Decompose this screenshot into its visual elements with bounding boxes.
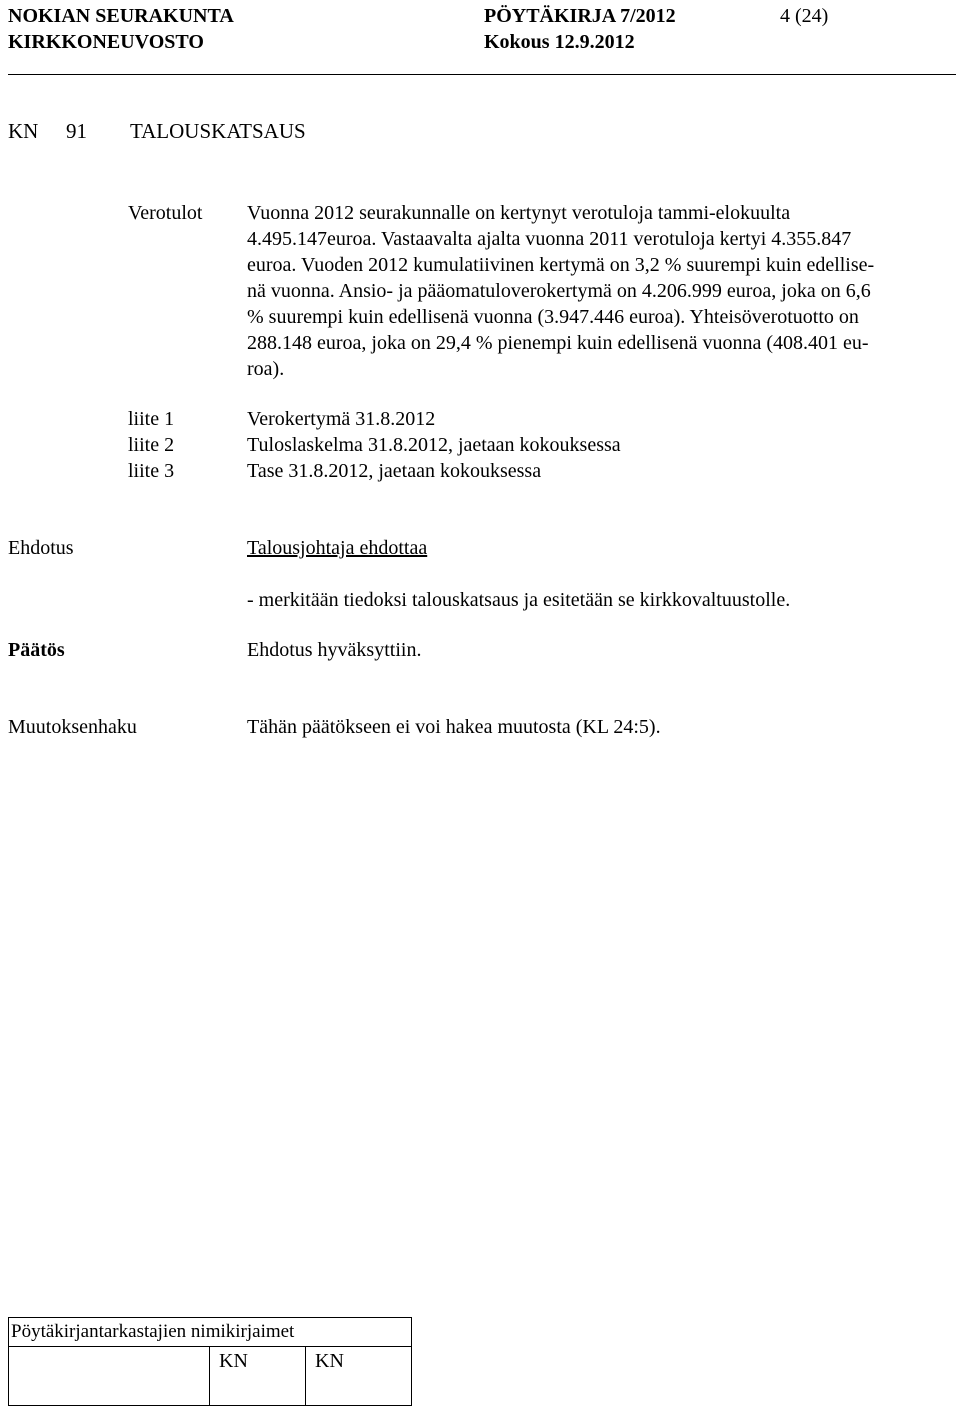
- paragraph-line: roa).: [247, 358, 285, 380]
- attachment-label: liite 3: [128, 460, 175, 482]
- section-number: 91: [66, 119, 87, 143]
- proposer-heading: Talousjohtaja ehdottaa: [247, 537, 428, 559]
- proposal-text: - merkitään tiedoksi talouskatsaus ja esitetään se kirkkovaltuustolle.: [247, 589, 791, 611]
- appeal-text: Tähän päätökseen ei voi hakea muutosta (KL 24:5).: [247, 716, 661, 738]
- header-rule: [8, 74, 956, 75]
- paragraph-line: nä vuonna. Ansio- ja pääomatuloverokertymä on 4.206.999 euroa, joka on 6,6: [247, 280, 871, 302]
- body-name: KIRKKONEUVOSTO: [8, 31, 204, 53]
- document-number: PÖYTÄKIRJA 7/2012: [484, 5, 676, 27]
- paragraph-line: euroa. Vuoden 2012 kumulatiivinen kertymä on 3,2 % suurempi kuin edellise-: [247, 254, 875, 276]
- attachment-label: liite 1: [128, 408, 175, 430]
- attachment-text: Verokertymä 31.8.2012: [247, 408, 436, 430]
- paragraph-line: 4.495.147euroa. Vastaavalta ajalta vuonna 2011 verotuloja kertyi 4.355.847: [247, 228, 852, 250]
- signature-initials: KN: [219, 1350, 248, 1372]
- page-number: 4 (24): [780, 5, 829, 27]
- signature-initials: KN: [315, 1350, 344, 1372]
- ehdotus-label: Ehdotus: [8, 537, 74, 559]
- attachment-label: liite 2: [128, 434, 175, 456]
- paragraph-line: Vuonna 2012 seurakunnalle on kertynyt verotuloja tammi-elokuulta: [247, 202, 791, 224]
- section-title: TALOUSKATSAUS: [130, 119, 306, 143]
- muutoksenhaku-label: Muutoksenhaku: [8, 716, 137, 738]
- signature-divider: [209, 1346, 210, 1405]
- paragraph-line: % suurempi kuin edellisenä vuonna (3.947.446 euroa). Yhteisöverotuotto on: [247, 306, 859, 328]
- signature-divider: [305, 1346, 306, 1405]
- signature-box: [8, 1317, 412, 1406]
- meeting-date: Kokous 12.9.2012: [484, 31, 635, 53]
- org-name: NOKIAN SEURAKUNTA: [8, 5, 234, 27]
- verotulot-label: Verotulot: [128, 202, 203, 224]
- signature-caption-rule: [9, 1346, 411, 1347]
- paragraph-line: 288.148 euroa, joka on 29,4 % pienempi kuin edellisenä vuonna (408.401 eu-: [247, 332, 869, 354]
- attachment-text: Tase 31.8.2012, jaetaan kokouksessa: [247, 460, 542, 482]
- verotulot-paragraph: [247, 200, 957, 382]
- signature-caption: Pöytäkirjantarkastajien nimikirjaimet: [11, 1321, 295, 1342]
- section-prefix: KN: [8, 119, 39, 143]
- paatos-label: Päätös: [8, 639, 65, 661]
- attachment-text: Tuloslaskelma 31.8.2012, jaetaan kokouksessa: [247, 434, 621, 456]
- decision-text: Ehdotus hyväksyttiin.: [247, 639, 422, 661]
